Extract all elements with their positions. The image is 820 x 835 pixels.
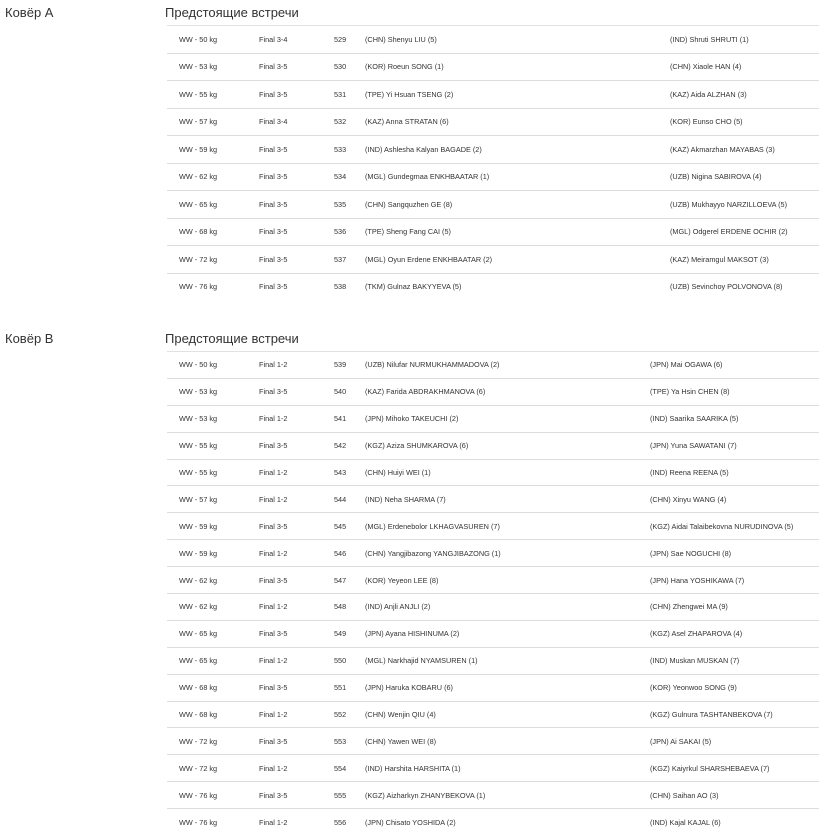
match-red-athlete: (UZB) Nilufar NURMUKHAMMADOVA (2) (365, 352, 650, 379)
row-spacer (167, 728, 179, 755)
match-blue-athlete: (UZB) Mukhayyo NARZILLOEVA (5) (670, 191, 819, 219)
match-blue-athlete: (IND) Shruti SHRUTI (1) (670, 26, 819, 54)
match-blue-athlete: (KGZ) Kaiyrkul SHARSHEBAEVA (7) (650, 755, 819, 782)
match-number: 543 (334, 459, 365, 486)
match-category: WW - 76 kg (179, 809, 259, 835)
match-red-athlete: (IND) Neha SHARMA (7) (365, 486, 650, 513)
match-blue-athlete: (JPN) Ai SAKAI (5) (650, 728, 819, 755)
match-number: 533 (334, 136, 365, 164)
match-row (167, 53, 819, 81)
mat-a-matches-table (167, 25, 819, 300)
match-number: 535 (334, 191, 365, 219)
match-number: 537 (334, 246, 365, 274)
match-red-athlete: (KOR) Roeun SONG (1) (365, 53, 670, 81)
match-round: Final 3-5 (259, 378, 334, 405)
match-round: Final 3-5 (259, 273, 334, 300)
match-round: Final 3-5 (259, 163, 334, 191)
match-number: 534 (334, 163, 365, 191)
match-row (167, 26, 819, 54)
match-category: WW - 65 kg (179, 647, 259, 674)
row-spacer (167, 53, 179, 81)
match-category: WW - 59 kg (179, 540, 259, 567)
row-spacer (167, 540, 179, 567)
match-category: WW - 50 kg (179, 352, 259, 379)
match-round: Final 1-2 (259, 701, 334, 728)
match-number: 554 (334, 755, 365, 782)
match-row (167, 701, 819, 728)
match-blue-athlete: (IND) Reena REENA (5) (650, 459, 819, 486)
match-number: 546 (334, 540, 365, 567)
row-spacer (167, 620, 179, 647)
mat-b-section (0, 331, 820, 835)
mat-a-label: Ковёр A (0, 5, 165, 300)
match-red-athlete: (MGL) Narkhajid NYAMSUREN (1) (365, 647, 650, 674)
match-category: WW - 53 kg (179, 53, 259, 81)
match-category: WW - 72 kg (179, 755, 259, 782)
match-row (167, 620, 819, 647)
match-red-athlete: (KAZ) Farida ABDRAKHMANOVA (6) (365, 378, 650, 405)
match-category: WW - 59 kg (179, 513, 259, 540)
row-spacer (167, 594, 179, 621)
match-category: WW - 55 kg (179, 432, 259, 459)
row-spacer (167, 432, 179, 459)
match-category: WW - 59 kg (179, 136, 259, 164)
match-round: Final 3-5 (259, 218, 334, 246)
match-round: Final 3-4 (259, 108, 334, 136)
match-red-athlete: (MGL) Gundegmaa ENKHBAATAR (1) (365, 163, 670, 191)
match-number: 536 (334, 218, 365, 246)
match-row (167, 218, 819, 246)
match-blue-athlete: (KAZ) Akmarzhan MAYABAS (3) (670, 136, 819, 164)
match-round: Final 3-5 (259, 246, 334, 274)
match-round: Final 3-5 (259, 513, 334, 540)
match-number: 544 (334, 486, 365, 513)
match-number: 542 (334, 432, 365, 459)
row-spacer (167, 567, 179, 594)
match-row (167, 246, 819, 274)
row-spacer (167, 782, 179, 809)
match-round: Final 3-5 (259, 620, 334, 647)
row-spacer (167, 81, 179, 109)
match-number: 556 (334, 809, 365, 835)
match-blue-athlete: (KAZ) Meiramgul MAKSOT (3) (670, 246, 819, 274)
match-red-athlete: (CHN) Huiyi WEI (1) (365, 459, 650, 486)
match-number: 538 (334, 273, 365, 300)
match-category: WW - 53 kg (179, 405, 259, 432)
match-blue-athlete: (KGZ) Gulnura TASHTANBEKOVA (7) (650, 701, 819, 728)
match-blue-athlete: (CHN) Xiaole HAN (4) (670, 53, 819, 81)
match-category: WW - 50 kg (179, 26, 259, 54)
match-row (167, 432, 819, 459)
mat-b-upcoming-title: Предстоящие встречи (165, 331, 820, 351)
match-round: Final 3-5 (259, 53, 334, 81)
mat-b-matches-body (167, 352, 819, 835)
match-round: Final 1-2 (259, 594, 334, 621)
match-category: WW - 72 kg (179, 728, 259, 755)
match-category: WW - 57 kg (179, 108, 259, 136)
match-red-athlete: (MGL) Erdenebolor LKHAGVASUREN (7) (365, 513, 650, 540)
row-spacer (167, 647, 179, 674)
mat-b-label: Ковёр B (0, 331, 165, 835)
match-red-athlete: (IND) Ashlesha Kalyan BAGADE (2) (365, 136, 670, 164)
match-blue-athlete: (IND) Saarika SAARIKA (5) (650, 405, 819, 432)
match-round: Final 3-5 (259, 432, 334, 459)
match-blue-athlete: (IND) Muskan MUSKAN (7) (650, 647, 819, 674)
match-red-athlete: (KAZ) Anna STRATAN (6) (365, 108, 670, 136)
match-number: 539 (334, 352, 365, 379)
match-blue-athlete: (KAZ) Aida ALZHAN (3) (670, 81, 819, 109)
row-spacer (167, 136, 179, 164)
match-red-athlete: (JPN) Haruka KOBARU (6) (365, 674, 650, 701)
match-blue-athlete: (JPN) Mai OGAWA (6) (650, 352, 819, 379)
match-round: Final 1-2 (259, 647, 334, 674)
match-row (167, 405, 819, 432)
match-round: Final 3-5 (259, 567, 334, 594)
match-category: WW - 62 kg (179, 594, 259, 621)
match-round: Final 1-2 (259, 459, 334, 486)
match-round: Final 1-2 (259, 809, 334, 835)
match-number: 551 (334, 674, 365, 701)
match-category: WW - 76 kg (179, 782, 259, 809)
match-number: 552 (334, 701, 365, 728)
match-row (167, 459, 819, 486)
match-blue-athlete: (IND) Kajal KAJAL (6) (650, 809, 819, 835)
match-red-athlete: (KOR) Yeyeon LEE (8) (365, 567, 650, 594)
match-red-athlete: (IND) Harshita HARSHITA (1) (365, 755, 650, 782)
match-category: WW - 62 kg (179, 567, 259, 594)
row-spacer (167, 513, 179, 540)
match-number: 530 (334, 53, 365, 81)
match-round: Final 1-2 (259, 540, 334, 567)
match-row (167, 513, 819, 540)
match-row (167, 378, 819, 405)
match-blue-athlete: (UZB) Nigina SABIROVA (4) (670, 163, 819, 191)
match-row (167, 594, 819, 621)
mat-b-matches-table (167, 351, 819, 835)
match-round: Final 1-2 (259, 405, 334, 432)
match-red-athlete: (CHN) Shenyu LIU (5) (365, 26, 670, 54)
match-blue-athlete: (KGZ) Asel ZHAPAROVA (4) (650, 620, 819, 647)
match-row (167, 728, 819, 755)
match-blue-athlete: (KOR) Eunso CHO (5) (670, 108, 819, 136)
mat-a-content (165, 5, 820, 300)
row-spacer (167, 701, 179, 728)
match-row (167, 782, 819, 809)
row-spacer (167, 378, 179, 405)
match-number: 540 (334, 378, 365, 405)
match-category: WW - 65 kg (179, 620, 259, 647)
match-red-athlete: (IND) Anjli ANJLI (2) (365, 594, 650, 621)
row-spacer (167, 809, 179, 835)
row-spacer (167, 352, 179, 379)
match-row (167, 540, 819, 567)
match-row (167, 352, 819, 379)
mat-a-matches-body (167, 26, 819, 301)
row-spacer (167, 218, 179, 246)
match-row (167, 273, 819, 300)
match-round: Final 3-5 (259, 81, 334, 109)
match-red-athlete: (JPN) Chisato YOSHIDA (2) (365, 809, 650, 835)
match-blue-athlete: (KOR) Yeonwoo SONG (9) (650, 674, 819, 701)
match-row (167, 809, 819, 835)
match-red-athlete: (CHN) Wenjin QIU (4) (365, 701, 650, 728)
match-number: 555 (334, 782, 365, 809)
match-category: WW - 76 kg (179, 273, 259, 300)
match-red-athlete: (MGL) Oyun Erdene ENKHBAATAR (2) (365, 246, 670, 274)
match-row (167, 191, 819, 219)
match-row (167, 647, 819, 674)
match-red-athlete: (KGZ) Aizharkyn ZHANYBEKOVA (1) (365, 782, 650, 809)
match-category: WW - 53 kg (179, 378, 259, 405)
match-row (167, 136, 819, 164)
match-blue-athlete: (UZB) Sevinchoy POLVONOVA (8) (670, 273, 819, 300)
match-red-athlete: (KGZ) Aziza SHUMKAROVA (6) (365, 432, 650, 459)
match-blue-athlete: (KGZ) Aidai Talaibekovna NURUDINOVA (5) (650, 513, 819, 540)
match-blue-athlete: (JPN) Yuna SAWATANI (7) (650, 432, 819, 459)
match-round: Final 3-5 (259, 728, 334, 755)
mat-a-section (0, 5, 820, 300)
match-blue-athlete: (TPE) Ya Hsin CHEN (8) (650, 378, 819, 405)
match-red-athlete: (JPN) Ayana HISHINUMA (2) (365, 620, 650, 647)
row-spacer (167, 459, 179, 486)
row-spacer (167, 26, 179, 54)
row-spacer (167, 486, 179, 513)
match-red-athlete: (CHN) Yangjibazong YANGJIBAZONG (1) (365, 540, 650, 567)
row-spacer (167, 674, 179, 701)
match-category: WW - 55 kg (179, 459, 259, 486)
match-category: WW - 57 kg (179, 486, 259, 513)
row-spacer (167, 755, 179, 782)
match-row (167, 674, 819, 701)
match-row (167, 81, 819, 109)
match-round: Final 1-2 (259, 352, 334, 379)
match-category: WW - 68 kg (179, 701, 259, 728)
match-red-athlete: (JPN) Mihoko TAKEUCHI (2) (365, 405, 650, 432)
match-blue-athlete: (CHN) Zhengwei MA (9) (650, 594, 819, 621)
match-red-athlete: (CHN) Yawen WEI (8) (365, 728, 650, 755)
match-round: Final 1-2 (259, 755, 334, 782)
match-category: WW - 62 kg (179, 163, 259, 191)
match-red-athlete: (CHN) Sangquzhen GE (8) (365, 191, 670, 219)
row-spacer (167, 405, 179, 432)
match-blue-athlete: (JPN) Hana YOSHIKAWA (7) (650, 567, 819, 594)
match-number: 532 (334, 108, 365, 136)
match-red-athlete: (TPE) Yi Hsuan TSENG (2) (365, 81, 670, 109)
match-round: Final 3-4 (259, 26, 334, 54)
match-round: Final 3-5 (259, 782, 334, 809)
match-round: Final 3-5 (259, 191, 334, 219)
match-category: WW - 72 kg (179, 246, 259, 274)
match-category: WW - 65 kg (179, 191, 259, 219)
match-category: WW - 55 kg (179, 81, 259, 109)
match-round: Final 3-5 (259, 674, 334, 701)
mat-a-upcoming-title: Предстоящие встречи (165, 5, 820, 25)
match-category: WW - 68 kg (179, 218, 259, 246)
match-round: Final 3-5 (259, 136, 334, 164)
match-round: Final 1-2 (259, 486, 334, 513)
row-spacer (167, 163, 179, 191)
row-spacer (167, 108, 179, 136)
match-row (167, 108, 819, 136)
mat-b-content (165, 331, 820, 835)
row-spacer (167, 273, 179, 300)
match-red-athlete: (TKM) Gulnaz BAKYYEVA (5) (365, 273, 670, 300)
match-number: 549 (334, 620, 365, 647)
match-number: 547 (334, 567, 365, 594)
match-blue-athlete: (JPN) Sae NOGUCHI (8) (650, 540, 819, 567)
match-number: 529 (334, 26, 365, 54)
match-number: 545 (334, 513, 365, 540)
match-row (167, 567, 819, 594)
match-row (167, 163, 819, 191)
match-blue-athlete: (CHN) Xinyu WANG (4) (650, 486, 819, 513)
match-number: 550 (334, 647, 365, 674)
match-blue-athlete: (CHN) Saihan AO (3) (650, 782, 819, 809)
match-blue-athlete: (MGL) Odgerel ERDENE OCHIR (2) (670, 218, 819, 246)
match-row (167, 755, 819, 782)
match-row (167, 486, 819, 513)
match-category: WW - 68 kg (179, 674, 259, 701)
match-number: 553 (334, 728, 365, 755)
row-spacer (167, 246, 179, 274)
row-spacer (167, 191, 179, 219)
match-number: 541 (334, 405, 365, 432)
match-number: 548 (334, 594, 365, 621)
match-red-athlete: (TPE) Sheng Fang CAI (5) (365, 218, 670, 246)
match-number: 531 (334, 81, 365, 109)
